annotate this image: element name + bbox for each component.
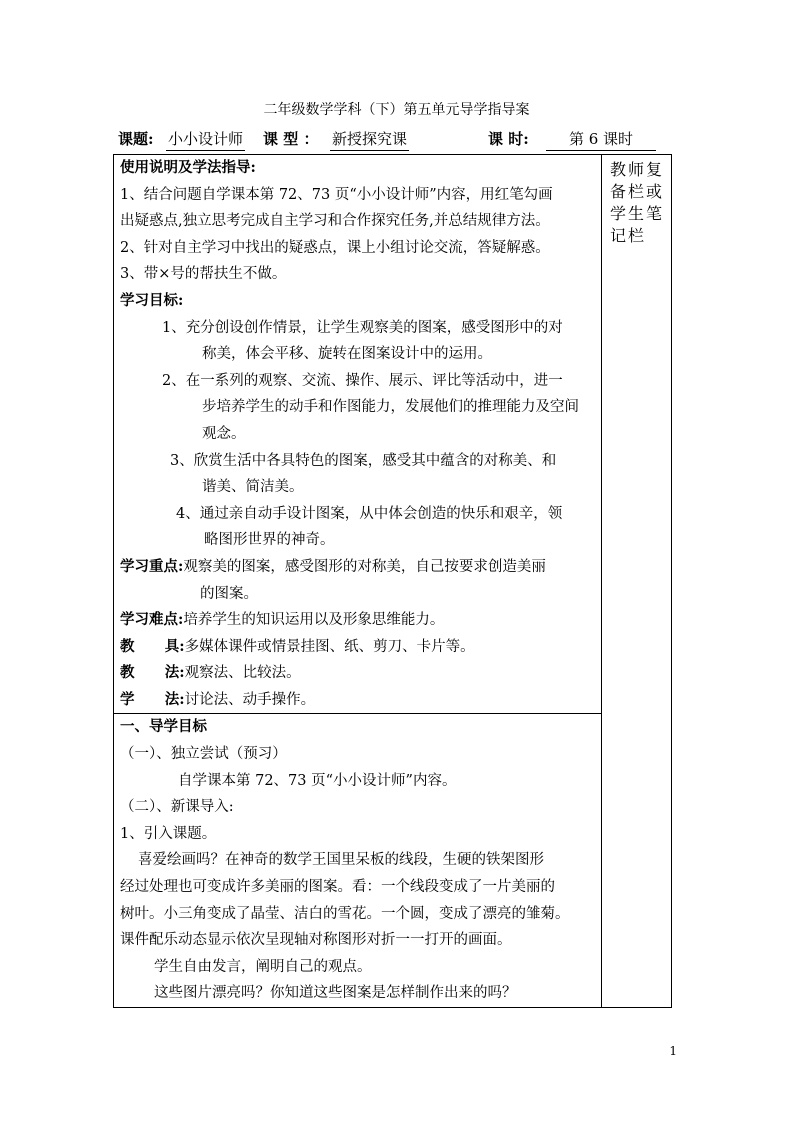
goal-line: 观念。 — [202, 425, 246, 442]
goal-line: 称美，体会平移、旋转在图案设计中的运用。 — [202, 346, 492, 363]
tools-text: 多媒体课件或情景挂图、纸、剪刀、卡片等。 — [184, 638, 475, 655]
instructions-heading: 使用说明及学法指导: — [120, 159, 256, 176]
difficulty-line — [114, 607, 601, 634]
goal-line: 2、在一系列的观察、交流、操作、展示、评比等活动中，进一 — [162, 372, 563, 389]
course-label: 课题: — [118, 130, 154, 148]
guide-paragraph: 课件配乐动态显示依次呈现轴对称图形对折一一打开的画面。 — [120, 932, 512, 949]
guide-paragraph: 喜爱绘画吗？在神奇的数学王国里呆板的线段，生硬的铁架图形 — [138, 852, 544, 869]
guide-paragraph: 经过处理也可变成许多美丽的图案。看：一个线段变成了一片美丽的 — [120, 879, 555, 896]
lesson-table — [113, 154, 672, 1008]
page-title: 二年级数学学科（下）第五单元导学指导案 — [263, 102, 530, 118]
tools-label: 教 具: — [120, 637, 185, 655]
difficulty-label: 学习难点: — [120, 611, 184, 629]
goal-line: 步培养学生的动手和作图能力，发展他们的推理能力及空间 — [202, 399, 579, 416]
instruction-line: 2、针对自主学习中找出的疑惑点，课上小组讨论交流，答疑解惑。 — [120, 239, 550, 256]
goal-line: 略图形世界的神奇。 — [204, 532, 335, 549]
tools-line — [114, 634, 601, 661]
guide-sub1-text: 自学课本第 72、73 页“小小设计师”内容。 — [178, 772, 457, 789]
type-label: 课 型 ： — [263, 130, 319, 148]
study-text: 讨论法、动手操作。 — [184, 691, 316, 708]
difficulty-text: 培养学生的知识运用以及形象思维能力。 — [183, 612, 445, 629]
course-value: 小小设计师 — [166, 128, 245, 151]
instruction-line: 3、带×号的帮扶生不做。 — [120, 266, 287, 283]
goal-line: 4、通过亲自动手设计图案，从中体会创造的快乐和艰辛，领 — [176, 505, 563, 522]
instructions-cell — [114, 155, 602, 714]
goal-line: 谐美、简洁美。 — [202, 479, 304, 496]
guide-sub1: （一）、独立尝试（预习） — [120, 746, 287, 763]
period-label: 课 时: — [488, 130, 529, 148]
method-text: 观察法、比较法。 — [184, 665, 301, 682]
study-label: 学 法: — [120, 690, 185, 708]
page-number: 1 — [669, 1044, 677, 1058]
notes-column: 教师复备栏或学生笔记栏 — [602, 155, 672, 1008]
focus-text: 观察美的图案，感受图形的对称美，自己按要求创造美丽 — [183, 558, 546, 575]
focus-label: 学习重点: — [120, 557, 184, 575]
goal-line: 1、充分创设创作情景，让学生观察美的图案，感受图形中的对 — [162, 319, 563, 336]
guide-heading: 一、导学目标 — [120, 718, 207, 736]
instruction-line: 出疑惑点,独立思考完成自主学习和合作探究任务,并总结规律方法。 — [120, 213, 550, 230]
focus-line-2: 的图案。 — [200, 585, 258, 602]
period-value: 第 6 课时 — [546, 128, 656, 151]
guide-sub2: （二）、新课导入: — [120, 799, 234, 816]
guide-paragraph: 学生自由发言，阐明自己的观点。 — [154, 958, 372, 975]
type-value: 新授探究课 — [330, 128, 409, 151]
guide-paragraph: 树叶。小三角变成了晶莹、洁白的雪花。一个圆，变成了漂亮的雏菊。 — [120, 905, 570, 922]
method-label: 教 法: — [120, 664, 185, 682]
study-line — [114, 687, 601, 714]
guide-cell — [114, 714, 602, 1008]
method-line — [114, 660, 601, 687]
guide-step1: 1、引入课题。 — [120, 825, 217, 842]
goals-heading: 学习目标: — [120, 291, 184, 309]
goal-line: 3、欣赏生活中各具特色的图案，感受其中蕴含的对称美、和 — [170, 452, 557, 469]
focus-line — [114, 554, 601, 581]
instruction-line: 1、结合问题自学课本第 72、73 页“小小设计师”内容，用红笔勾画 — [120, 186, 553, 203]
guide-paragraph: 这些图片漂亮吗？你知道这些图案是怎样制作出来的吗？ — [154, 985, 517, 1002]
